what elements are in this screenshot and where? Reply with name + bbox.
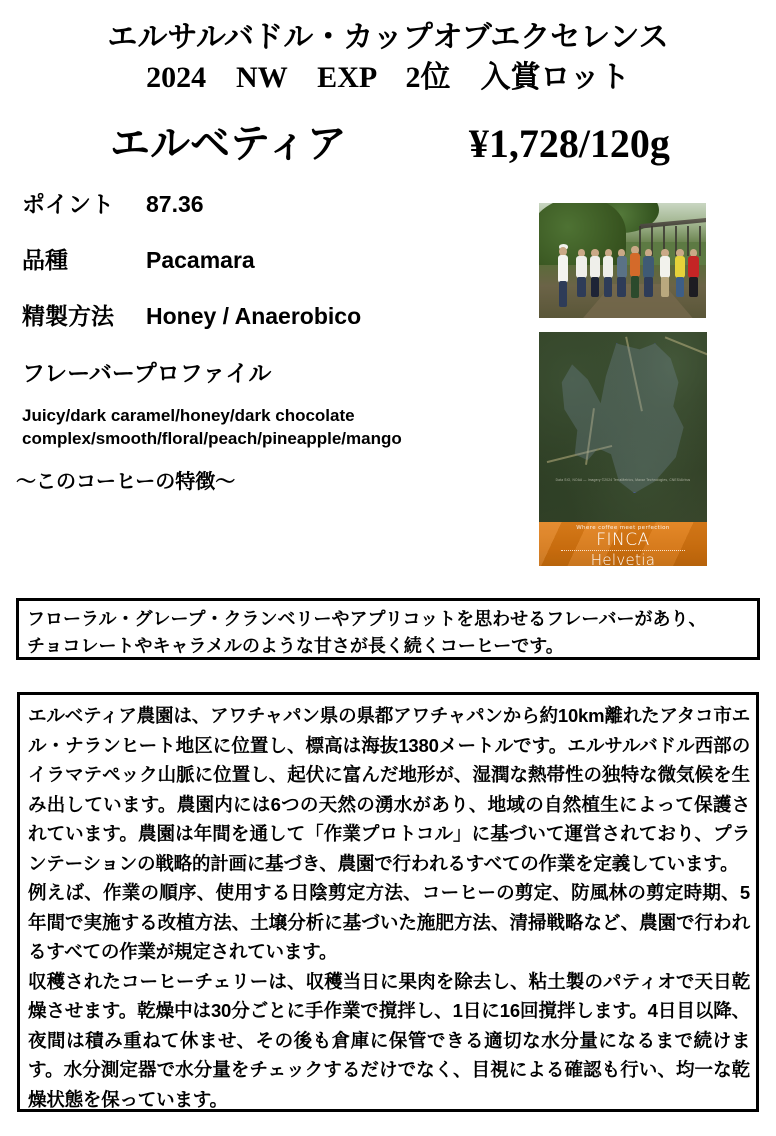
feature-callout-box bbox=[16, 598, 760, 660]
photo-person-legs bbox=[604, 277, 612, 297]
photo-person-torso bbox=[660, 256, 670, 278]
product-name: エルベティア bbox=[110, 122, 347, 166]
poster-map-road bbox=[665, 337, 707, 360]
spec-value-process: Honey / Anaerobico bbox=[146, 303, 362, 329]
photo-person-7 bbox=[643, 249, 655, 297]
spec-value-variety: Pacamara bbox=[146, 247, 255, 273]
photo-person-legs bbox=[577, 277, 585, 297]
photo-person-legs bbox=[676, 277, 684, 297]
farm-story-paragraph-2: 例えば、作業の順序、使用する日陰剪定方法、コーヒーの剪定、防風林の剪定時期、5年間で実施する改植方法、土壌分析に基づいた施肥方法、清掃戦略など、農園で行われるすべての作業が規定されています。 bbox=[28, 882, 750, 962]
photo-person-torso bbox=[590, 256, 600, 278]
poster-farm-boundary bbox=[559, 343, 689, 493]
photo-person-5 bbox=[616, 249, 628, 297]
photo-person-2 bbox=[576, 249, 588, 297]
photo-person-torso bbox=[576, 256, 586, 278]
product-name-price-row bbox=[0, 120, 776, 168]
photo-person-legs bbox=[644, 277, 652, 297]
flavor-profile-heading: フレーバープロファイル bbox=[22, 360, 272, 386]
poster-title-helvetia: Helvetia bbox=[590, 550, 656, 566]
flavor-profile-line-1: Juicy/dark caramel/honey/dark chocolate bbox=[22, 406, 355, 425]
photo-person-9 bbox=[674, 249, 686, 297]
header-title-line-2: 2024 NW EXP 2位 入賞ロット bbox=[146, 61, 630, 94]
photo-person-torso bbox=[558, 255, 568, 283]
photo-person-torso bbox=[643, 256, 653, 278]
photo-person-torso bbox=[603, 256, 613, 278]
photo-person-legs bbox=[661, 277, 669, 297]
spec-label-variety: 品種 bbox=[22, 247, 68, 273]
header-title-line-1: エルサルバドル・カップオブエクセレンス bbox=[107, 21, 669, 54]
photo-person-10 bbox=[688, 249, 700, 297]
photo-person-torso bbox=[675, 256, 685, 278]
photo-person-legs bbox=[591, 277, 599, 297]
photo-person-1 bbox=[557, 247, 569, 307]
photo-person-3 bbox=[589, 249, 601, 297]
photo-person-torso bbox=[688, 256, 698, 278]
feature-text-line-2: チョコレートやキャラメルのような甘さが長く続くコーヒーです。 bbox=[27, 636, 564, 656]
flavor-profile-line-2: complex/smooth/floral/peach/pineapple/mango bbox=[22, 429, 402, 448]
farm-story-box bbox=[17, 692, 759, 1112]
spec-label-process: 精製方法 bbox=[22, 303, 114, 329]
photo-person-4 bbox=[602, 249, 614, 297]
farm-story-paragraph-1: エルベティア農園は、アワチャパン県の県都アワチャパンから約10km離れたアタコ市エル・ナランヒート地区に位置し、標高は海抜1380メートルです。エルサルバドル西部のイラマテペック山脈に位置し、起伏に富んだ地形が、湿潤な熱帯性の独特な微気候を生み出しています。農園内には6つの天然の湧水があり、地域の自然植生によって保護されています。農園は年間を通して「作業プロトコル」に基づいて運営されており、プランテーションの戦略的計画に基づき、農園で行われるすべての作業を定義しています。 bbox=[28, 705, 750, 874]
photo-person-6 bbox=[629, 246, 641, 299]
poster-satellite-map bbox=[539, 332, 707, 522]
page-header bbox=[0, 0, 776, 98]
poster-tagline: Where coffee meet perfection bbox=[576, 524, 670, 531]
photo-person-torso bbox=[630, 253, 640, 277]
spec-label-points: ポイント bbox=[22, 191, 114, 217]
feature-heading: 〜このコーヒーの特徴〜 bbox=[16, 471, 236, 493]
farm-story-paragraph-3: 収穫されたコーヒーチェリーは、収穫当日に果肉を除去し、粘土製のパティオで天日乾燥させます。乾燥中は30分ごとに手作業で撹拌し、1日に16回撹拌します。4日目以降、夜間は積み重ねて休ませ、その後も倉庫に保管できる適切な水分量になるまで続けます。水分測定器で水分量をチェックするだけでなく、目視による確認も行い、均一な乾燥状態を保っています。 bbox=[28, 970, 750, 1110]
poster-title-finca: FINCA bbox=[596, 529, 650, 550]
photo-person-legs bbox=[617, 277, 625, 297]
photo-person-legs bbox=[631, 276, 639, 298]
photo-person-legs bbox=[559, 281, 567, 306]
poster-title-banner bbox=[539, 522, 707, 566]
photo-person-legs bbox=[689, 277, 697, 297]
poster-map-credit: Data SIO, NOAA — Imagery ©2024 TerraMetrics, Maxar Technologies, CNES/Airbus bbox=[555, 477, 691, 482]
photo-person-torso bbox=[617, 256, 627, 278]
feature-text-line-1: フローラル・グレープ・クランベリーやアプリコットを思わせるフレーバーがあり、 bbox=[27, 609, 707, 629]
product-price: ¥1,728/120g bbox=[468, 121, 670, 166]
farm-team-photo bbox=[539, 203, 706, 318]
photo-person-8 bbox=[659, 249, 671, 297]
spec-value-points: 87.36 bbox=[146, 191, 204, 217]
finca-helvetia-poster bbox=[539, 332, 707, 566]
